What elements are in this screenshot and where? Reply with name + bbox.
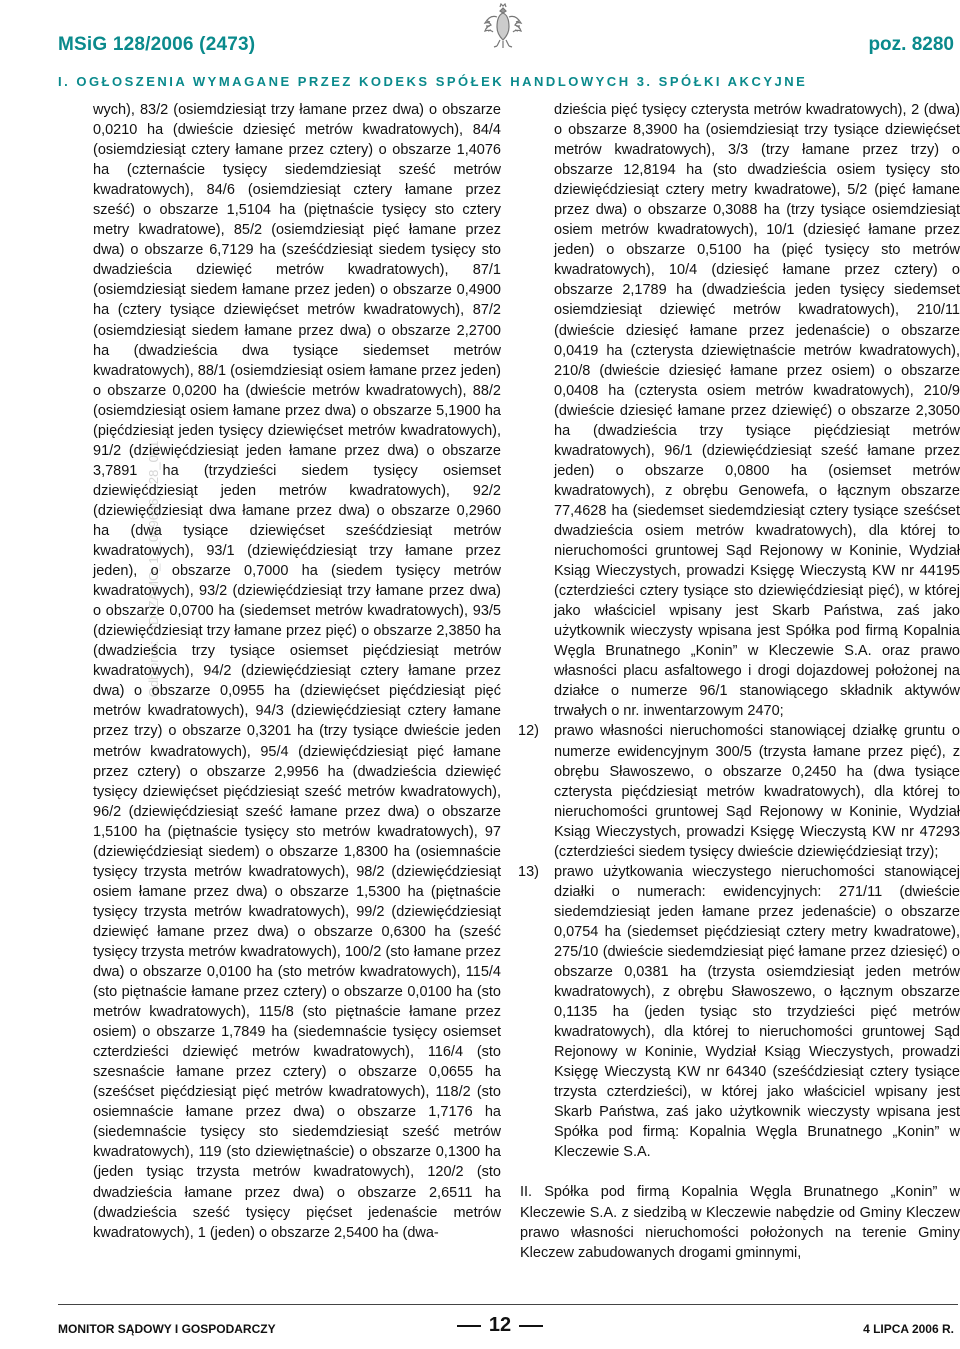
list-item-text: prawo własności nieruchomości stanowiącej działkę gruntu o numerze ewidencyjnym 300/5 (trzysta łamane przez pięć), z obrębu Sławoszewo, o obszarze 0,2450 ha (dwa tysiące czterysta pięćdziesiąt metrów kwadratowych), dla której to nieruchomości gruntowej Sąd Rejonowy w Koninie, Wydział Ksiąg Wieczystych, prowadzi Księgę Wieczystą KW nr 47293 (czterdzieści siedem tysięcy dwieście dziewięćdziesiąt trzy); — [554, 723, 960, 860]
list-item-text: prawo użytkowania wieczystego nieruchomości stanowiącej działki o numerach: ewidencyjnych: 271/11 (dwieście siedemdziesiąt jeden łamane przez jedenaście) o obszarze 0,0754 ha (siedemset pięćdziesiąt cztery metry kwadratowe), 275/10 (dwieście siedemdziesiąt pięć łamane przez dziesięć) o obszarze 0,0381 ha (trzysta osiemdziesiąt jeden metrów kwadratowych), z obrębu Sławoszewo, o łącznym obszarze 0,1135 ha (jeden tysiąc sto trzydzieści pięć metrów kwadratowych), dla której to nieruchomości gruntowej Sąd Rejonowy w Koninie, Wydział Ksiąg Wieczystych, prowadzi Księgę Wieczystą KW nr 64340 (sześćdziesiąt cztery tysiące trzysta czterdzieści), w której jako właściciel wpisany jest Skarb Państwa, zaś jako użytkownik wieczysty wpisana jest Spółka pod firmą: Kopalnia Węgla Brunatnego „Konin” w Kleczewie S.A. — [554, 863, 960, 1161]
continuation-paragraph: dzieścia pięć tysięcy czterysta metrów kwadratowych), 2 (dwa) o obszarze 8,3900 ha (osiemdziesiąt trzy tysiące dziewięćset metrów kwadratowych), 3/3 (trzy łamane przez trzy) o obszarze 12,8194 ha (sto dwadzieścia osiem tysięcy sto dziewięćdziesiąt cztery metry kwadratowe), 5/2 (pięć łamane przez dwa) o obszarze 0,3088 ha (trzy tysiące osiemdziesiąt osiem metrów kwadratowych), 10/1 (dziesięć łamane przez jeden) o obszarze 0,5100 ha (pięć tysięcy sto metrów kwadratowych), 10/4 (dziesięć łamane przez cztery) o obszarze 2,1789 ha (dwadzieścia jeden tysięcy siedemset osiemdziesiąt dziewięć metrów kwadratowych), 210/11 (dwieście dziesięć łamane przez jedenaście) o obszarze 0,0419 ha (czterysta dziewiętnaście metrów kwadratowych), 210/8 (dwieście dziesięć łamane przez osiem) o obszarze 0,0408 ha (czterysta osiem metrów kwadratowych), 210/9 (dwieście dziesięć łamane przez dziewięć) o obszarze 2,3050 ha (dwadzieścia trzy tysiące pięćdziesiąt metrów kwadratowych), 96/1 (dziewięćdziesiąt sześć łamane przez jeden) o obszarze 0,0800 ha (osiemset metrów kwadratowych), z obrębu Genowefa, o łącznym obszarze 77,4628 ha (siedemset siedemdziesiąt cztery tysiące sześćset dwadzieścia osiem metrów kwadratowych), dla której to nieruchomości gruntowej Sąd Rejonowy w Koninie, Wydział Ksiąg Wieczystych, prowadzi Księgę Wieczystą KW nr 44195 (czterdzieści cztery tysiące sto dziewięćdziesiąt pięć), w której jako właściciel wpisany jest Skarb Państwa, zaś jako użytkownik wieczysty wpisana jest Spółka pod firmą Kopalnia Węgla Brunatnego „Konin” w Kleczewie S.A. oraz prawo własności placu asfaltowego i drogi dojazdowej położonej na działce o numerze 96/1 stanowiącego składnik aktywów trwałych o nr. inwentarzowym 2470; — [554, 102, 960, 720]
dash-left — [457, 1325, 481, 1327]
list-item-number: 13) — [518, 863, 539, 880]
recipient-id-watermark: Odbiorca: * ID: ZAMO_12_009696_128_001 — [146, 440, 161, 698]
footer-divider — [58, 1304, 958, 1305]
page-number — [440, 1314, 560, 1337]
dash-right — [519, 1325, 543, 1327]
right-column — [520, 100, 960, 1263]
list-item-number: 12) — [518, 723, 539, 740]
polish-eagle-emblem-icon — [483, 3, 523, 51]
list-item-12 — [520, 721, 960, 861]
publication-name: MONITOR SĄDOWY I GOSPODARCZY — [58, 1322, 276, 1336]
publication-date: 4 LIPCA 2006 R. — [863, 1322, 954, 1336]
left-column-text: wych), 83/2 (osiemdziesiąt trzy łamane przez dwa) o obszarze 0,0210 ha (dwieście dziesięć metrów kwadratowych), 84/4 (osiemdziesiąt cztery łamane przez cztery) o obszarze 1,4076 ha (czternaście tysięcy siedemdziesiąt sześć metrów kwadratowych), 84/6 (osiemdziesiąt cztery łamane przez sześć) o obszarze 1,5104 ha (piętnaście tysięcy sto cztery metry kwadratowe), 85/2 (osiemdziesiąt pięć łamane przez dwa) o obszarze 6,7129 ha (sześćdziesiąt siedem tysięcy sto dwadzieścia dziewięć metrów kwadratowych), 87/1 (osiemdziesiąt siedem łamane przez jeden) o obszarze 0,4900 ha (cztery tysiące dziewięćset metrów kwadratowych), 87/2 (osiemdziesiąt siedem łamane przez dwa) o obszarze 2,2700 ha (dwadzieścia dwa tysiące siedemset metrów kwadratowych), 88/1 (osiemdziesiąt osiem łamane przez jeden) o obszarze 0,0200 ha (dwieście metrów kwadratowych), 88/2 (osiemdziesiąt osiem łamane przez dwa) o obszarze 5,1900 ha (pięćdziesiąt jeden tysięcy dziewięćset metrów kwadratowych), 91/2 (dziewięćdziesiąt jeden łamane przez dwa) o obszarze 3,7891 ha (trzydzieści siedem tysięcy osiemset dziewięćdziesiąt jeden metrów kwadratowych), 92/2 (dziewięćdziesiąt dwa łamane przez dwa) o obszarze 0,2960 ha (dwa tysiące dziewięćset sześćdziesiąt metrów kwadratowych), 93/1 (dziewięćdziesiąt trzy łamane przez jeden), o obszarze 0,7000 ha (siedem tysięcy metrów kwadratowych), 93/2 (dziewięćdziesiąt trzy łamane przez dwa) o obszarze 0,0700 ha (siedemset metrów kwadratowych), 93/5 (dziewięćdziesiąt trzy łamane przez pięć) o obszarze 2,3850 ha (dwadzieścia trzy tysiące osiemset pięćdziesiąt metrów kwadratowych), 94/2 (dziewięćdziesiąt cztery łamane przez dwa) o obszarze 0,0955 ha (dziewięćset pięćdziesiąt pięć metrów kwadratowych), 94/3 (dziewięćdziesiąt cztery łamane przez trzy) o obszarze 0,3201 ha (trzy tysiące dwieście jeden metrów kwadratowych), 95/4 (dziewięćdziesiąt pięć łamane przez cztery) o obszarze 2,9956 ha (dwadzieścia dziewięć tysięcy dziewięćset pięćdziesiąt sześć metrów kwadratowych), 96/2 (dziewięćdziesiąt sześć łamane przez dwa) o obszarze 1,5100 ha (piętnaście tysięcy sto metrów kwadratowych), 97 (dziewięćdziesiąt siedem) o obszarze 1,8300 ha (osiemnaście tysięcy trzysta metrów kwadratowych), 98/2 (dziewięćdziesiąt osiem łamane przez dwa) o obszarze 1,5300 ha (piętnaście tysięcy trzysta metrów kwadratowych), 99/2 (dziewięćdziesiąt dziewięć łamane przez dwa) o obszarze 0,6300 ha (sześć tysięcy trzysta metrów kwadratowych), 100/2 (sto łamane przez dwa) o obszarze 0,0100 ha (sto metrów kwadratowych), 115/4 (sto piętnaście łamane przez cztery) o obszarze 0,0100 ha (sto metrów kwadratowych), 115/8 (sto piętnaście łamane przez osiem) o obszarze 1,7849 ha (siedemnaście tysięcy osiemset czterdzieści dziewięć metrów kwadratowych), 116/4 (sto szesnaście łamane przez cztery) o obszarze 0,0655 ha (sześćset pięćdziesiąt pięć metrów kwadratowych), 118/2 (sto osiemnaście łamane przez dwa) o obszarze 1,7176 ha (siedemnaście tysięcy sto siedemdziesiąt sześć metrów kwadratowych), 119 (sto dziewiętnaście) o obszarze 0,1300 ha (jeden tysiąc trzysta metrów kwadratowych), 120/2 (sto dwadzieścia łamane przez dwa) o obszarze 2,6511 ha (dwadzieścia sześć tysięcy pięćset jedenaście metrów kwadratowych), 1 (jeden) o obszarze 2,5400 ha (dwa- — [93, 102, 501, 1241]
page-number-text: 12 — [488, 1314, 512, 1336]
position-number: poz. 8280 — [868, 34, 954, 55]
left-column — [93, 100, 501, 1243]
list-item-13 — [520, 862, 960, 1163]
section-two-paragraph: II. Spółka pod firmą Kopalnia Węgla Brunatnego „Konin” w Kleczewie S.A. z siedzibą w Kleczewie nabędzie od Gminy Kleczew prawo własności nieruchomości położonych na terenie Gminy Kleczew zabudowanych drogami gminnymi, — [520, 1184, 960, 1261]
section-heading: I. OGŁOSZENIA WYMAGANE PRZEZ KODEKS SPÓŁEK HANDLOWYCH 3. SPÓŁKI AKCYJNE — [58, 74, 808, 89]
issue-number: MSiG 128/2006 (2473) — [58, 34, 256, 55]
